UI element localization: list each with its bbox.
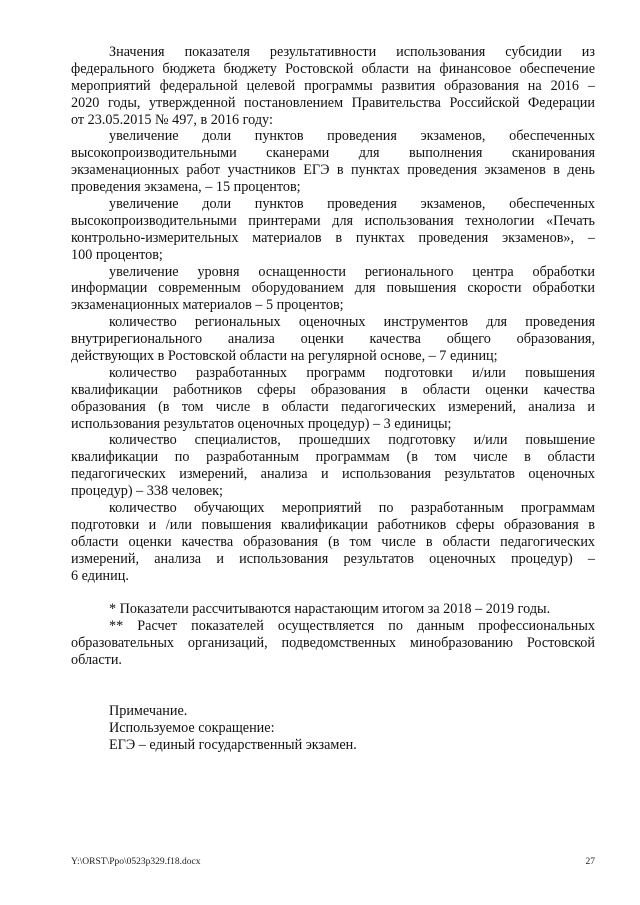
text-line: 100 процентов; [71, 246, 163, 263]
text-line: действующих в Ростовской области на регулярной основе, – 7 единиц; [71, 348, 498, 365]
indicator-paragraph [71, 128, 595, 196]
text-line: образовательных организаций, подведомственных минобразованию Ростовской [71, 635, 595, 652]
text-line: количество обучающих мероприятий по разработанным программам [109, 500, 595, 517]
text-line: экзаменационных работ участников ЕГЭ в пунктах проведения экзаменов в день [71, 162, 595, 179]
text-line: квалификации по разработанным программам (в том числе в области [71, 449, 595, 466]
remark-subtitle: Используемое сокращение: [109, 719, 275, 736]
text-line: проведения экзамена, – 15 процентов; [71, 179, 301, 196]
remark-title: Примечание. [109, 702, 188, 719]
text-line: увеличение уровня оснащенности регионального центра обработки [109, 263, 595, 280]
indicator-paragraph [71, 500, 595, 584]
spacer [71, 669, 595, 686]
text-line: 2020 годы, утвержденной постановлением Правительства Российской Федерации [71, 94, 595, 111]
page-footer [71, 857, 595, 871]
indicator-paragraph [71, 196, 595, 264]
text-line: высокопроизводительными принтерами для использования технологии «Печать [71, 212, 595, 229]
intro-paragraph [71, 44, 595, 128]
text-line: области оценки качества образования (в том числе в области педагогических [71, 533, 595, 550]
remark-abbreviation: ЕГЭ – единый государственный экзамен. [109, 736, 357, 753]
text-line: количество специалистов, прошедших подготовку и/или повышение [109, 432, 595, 449]
text-line: ** Расчет показателей осуществляется по данным профессиональных [109, 618, 595, 635]
remark-block [71, 703, 595, 754]
document-body [71, 44, 595, 753]
text-line: увеличение доли пунктов проведения экзаменов, обеспеченных [109, 128, 595, 145]
footnote-paragraph [71, 601, 595, 618]
indicator-paragraph [71, 365, 595, 433]
text-line: количество региональных оценочных инструментов для проведения [109, 314, 595, 331]
text-line: от 23.05.2015 № 497, в 2016 году: [71, 111, 273, 128]
text-line: высокопроизводительными сканерами для выполнения сканирования [71, 145, 595, 162]
indicator-paragraph [71, 314, 595, 365]
spacer [71, 686, 595, 703]
text-line: внутрирегионального анализа оценки качества общего образования, [71, 331, 595, 348]
text-line: измерений, анализа и использования результатов оценочных процедур) – [71, 550, 595, 567]
text-line: Значения показателя результативности использования субсидии из [109, 44, 595, 60]
text-line: контрольно-измерительных материалов в пунктах проведения экзаменов», – [71, 229, 595, 246]
text-line: педагогических измерений, анализа и использования результатов оценочных [71, 466, 595, 483]
text-line: федерального бюджета бюджету Ростовской области на финансовое обеспечение [71, 60, 595, 77]
text-line: квалификации работников сферы образования в области оценки качества [71, 381, 595, 398]
spacer [71, 585, 595, 602]
footnote-paragraph [71, 618, 595, 669]
text-line: 6 единиц. [71, 567, 129, 584]
text-line: образования (в том числе в области педагогических измерений, анализа и [71, 398, 595, 415]
indicator-paragraph [71, 264, 595, 315]
text-line: использования результатов оценочных процедур) – 3 единицы; [71, 415, 452, 432]
text-line: подготовки и /или повышения квалификации работников сферы образования в [71, 516, 595, 533]
file-path: Y:\ORST\Ppo\0523p329.f18.docx [71, 857, 201, 867]
text-line: области. [71, 652, 122, 669]
text-line: * Показатели рассчитываются нарастающим итогом за 2018 – 2019 годы. [109, 601, 551, 618]
text-line: увеличение доли пунктов проведения экзаменов, обеспеченных [109, 196, 595, 213]
text-line: информации современным оборудованием для повышения скорости обработки [71, 280, 595, 297]
page-number: 27 [585, 857, 595, 867]
text-line: мероприятий федеральной целевой программы развития образования на 2016 – [71, 77, 595, 94]
text-line: экзаменационных материалов – 5 процентов; [71, 297, 344, 314]
text-line: процедур) – 338 человек; [71, 483, 223, 500]
indicator-paragraph [71, 432, 595, 500]
text-line: количество разработанных программ подготовки и/или повышения [109, 364, 595, 381]
